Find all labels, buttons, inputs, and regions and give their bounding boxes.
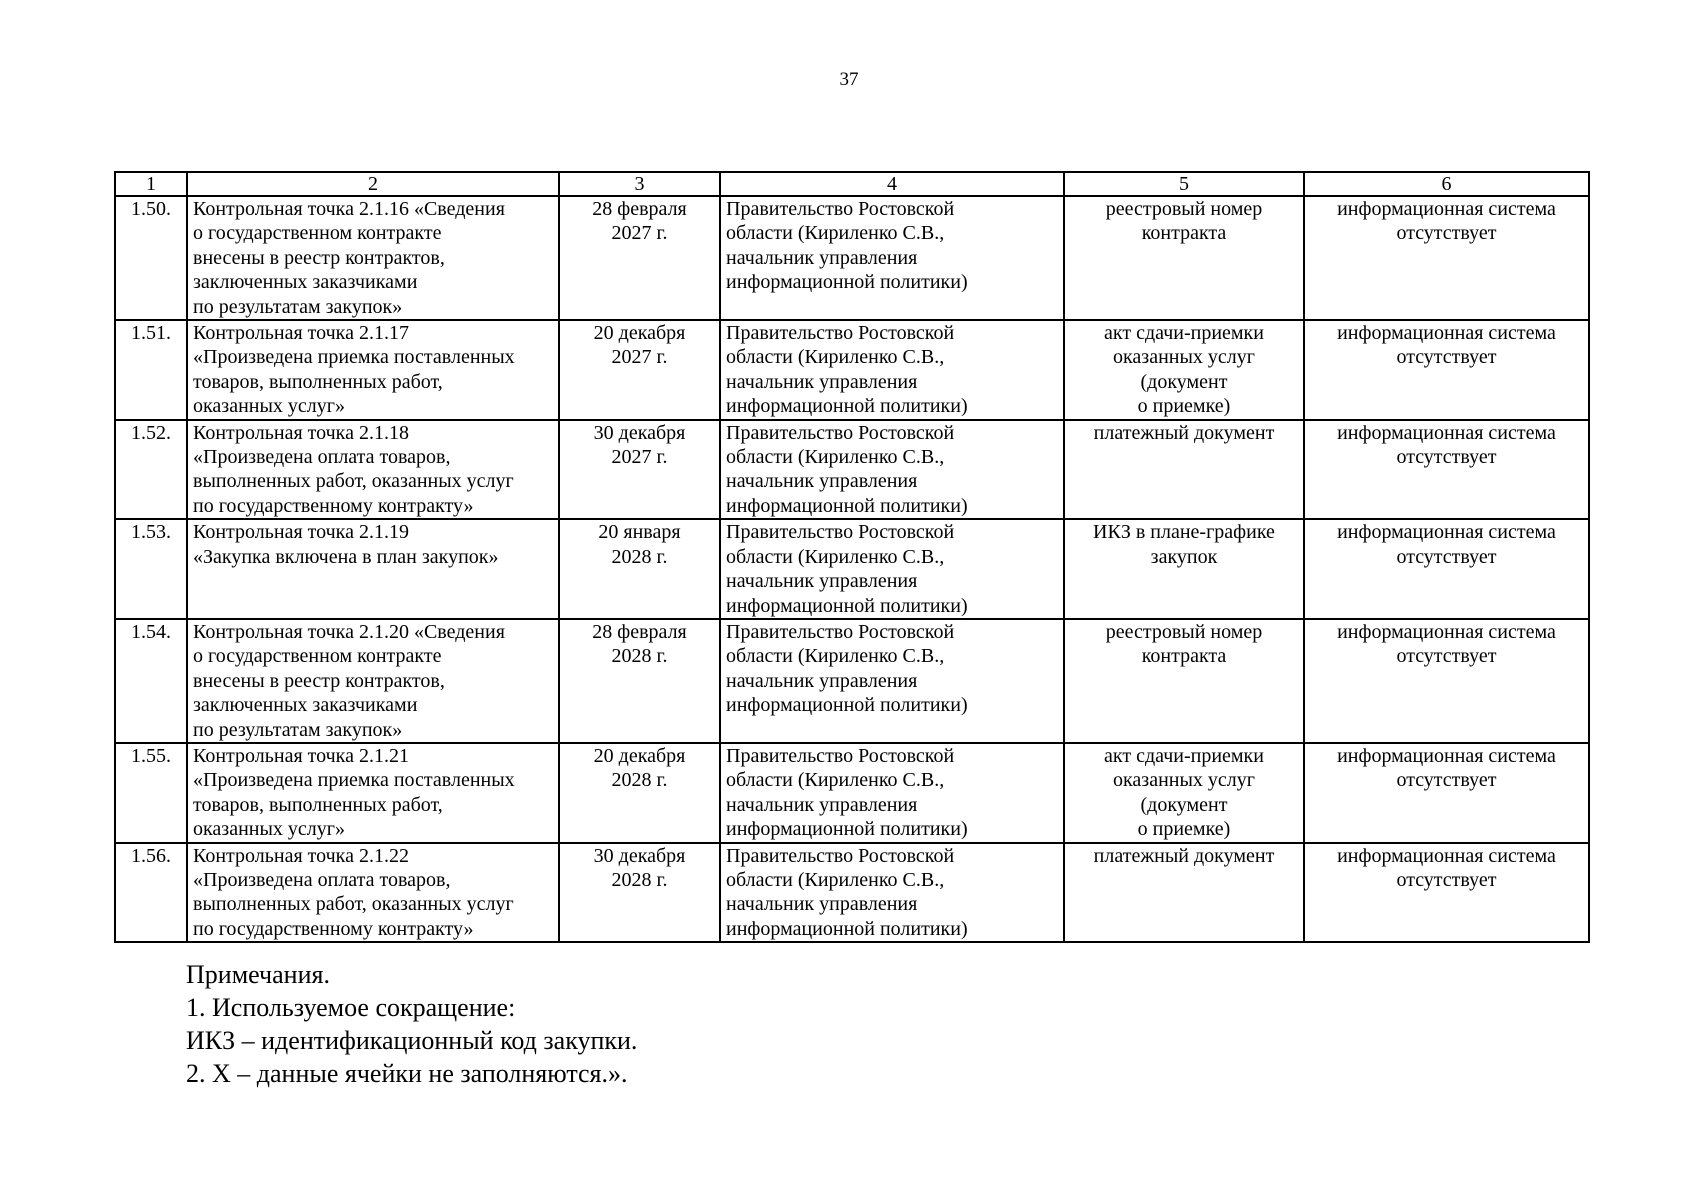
header-cell: 2	[187, 172, 559, 196]
control-points-table	[114, 171, 1590, 943]
deadline: 20 января 2028 г.	[559, 519, 720, 619]
row-number: 1.51.	[115, 320, 187, 420]
info-system: информационная система отсутствует	[1304, 743, 1589, 843]
document: платежный документ	[1064, 843, 1304, 943]
table-row	[115, 743, 1589, 843]
table-header-row	[115, 172, 1589, 196]
header-cell: 3	[559, 172, 720, 196]
event-name: Контрольная точка 2.1.16 «Сведения о государственном контракте внесены в реестр контрактов, заключенных заказчиками по результатам закупок»	[187, 196, 559, 320]
table-row	[115, 843, 1589, 943]
deadline: 28 февраля 2027 г.	[559, 196, 720, 320]
row-number: 1.54.	[115, 619, 187, 743]
header-cell: 5	[1064, 172, 1304, 196]
row-number: 1.56.	[115, 843, 187, 943]
info-system: информационная система отсутствует	[1304, 320, 1589, 420]
deadline: 30 декабря 2028 г.	[559, 843, 720, 943]
event-name: Контрольная точка 2.1.21 «Произведена приемка поставленных товаров, выполненных работ, оказанных услуг»	[187, 743, 559, 843]
event-name: Контрольная точка 2.1.18 «Произведена оплата товаров, выполненных работ, оказанных услуг по государственному контракту»	[187, 420, 559, 520]
document: акт сдачи-приемки оказанных услуг (документ о приемке)	[1064, 320, 1304, 420]
document: платежный документ	[1064, 420, 1304, 520]
responsible: Правительство Ростовской области (Кириленко С.В., начальник управления информационной политики)	[720, 320, 1064, 420]
event-name: Контрольная точка 2.1.19 «Закупка включена в план закупок»	[187, 519, 559, 619]
table-row	[115, 196, 1589, 320]
notes-line: 2. Х – данные ячейки не заполняются.».	[186, 1059, 628, 1088]
page-number: 37	[839, 69, 859, 90]
header-cell: 6	[1304, 172, 1589, 196]
header-cell: 1	[115, 172, 187, 196]
info-system: информационная система отсутствует	[1304, 519, 1589, 619]
info-system: информационная система отсутствует	[1304, 196, 1589, 320]
deadline: 28 февраля 2028 г.	[559, 619, 720, 743]
table-row	[115, 619, 1589, 743]
document: акт сдачи-приемки оказанных услуг (документ о приемке)	[1064, 743, 1304, 843]
row-number: 1.55.	[115, 743, 187, 843]
responsible: Правительство Ростовской области (Кириленко С.В., начальник управления информационной политики)	[720, 519, 1064, 619]
row-number: 1.53.	[115, 519, 187, 619]
info-system: информационная система отсутствует	[1304, 843, 1589, 943]
document: реестровый номер контракта	[1064, 196, 1304, 320]
header-cell: 4	[720, 172, 1064, 196]
info-system: информационная система отсутствует	[1304, 420, 1589, 520]
table-row	[115, 519, 1589, 619]
responsible: Правительство Ростовской области (Кириленко С.В., начальник управления информационной политики)	[720, 843, 1064, 943]
notes-section	[186, 958, 637, 1090]
responsible: Правительство Ростовской области (Кириленко С.В., начальник управления информационной политики)	[720, 196, 1064, 320]
deadline: 20 декабря 2028 г.	[559, 743, 720, 843]
responsible: Правительство Ростовской области (Кириленко С.В., начальник управления информационной политики)	[720, 743, 1064, 843]
document: ИКЗ в плане-графике закупок	[1064, 519, 1304, 619]
document: реестровый номер контракта	[1064, 619, 1304, 743]
info-system: информационная система отсутствует	[1304, 619, 1589, 743]
deadline: 30 декабря 2027 г.	[559, 420, 720, 520]
table-row	[115, 320, 1589, 420]
event-name: Контрольная точка 2.1.20 «Сведения о государственном контракте внесены в реестр контрактов, заключенных заказчиками по результатам закупок»	[187, 619, 559, 743]
responsible: Правительство Ростовской области (Кириленко С.В., начальник управления информационной политики)	[720, 420, 1064, 520]
deadline: 20 декабря 2027 г.	[559, 320, 720, 420]
row-number: 1.52.	[115, 420, 187, 520]
row-number: 1.50.	[115, 196, 187, 320]
event-name: Контрольная точка 2.1.22 «Произведена оплата товаров, выполненных работ, оказанных услуг по государственному контракту»	[187, 843, 559, 943]
responsible: Правительство Ростовской области (Кириленко С.В., начальник управления информационной политики)	[720, 619, 1064, 743]
notes-line: ИКЗ – идентификационный код закупки.	[186, 1026, 638, 1055]
table-row	[115, 420, 1589, 520]
notes-line: 1. Используемое сокращение:	[186, 993, 516, 1022]
notes-title: Примечания.	[186, 960, 330, 989]
event-name: Контрольная точка 2.1.17 «Произведена приемка поставленных товаров, выполненных работ, оказанных услуг»	[187, 320, 559, 420]
